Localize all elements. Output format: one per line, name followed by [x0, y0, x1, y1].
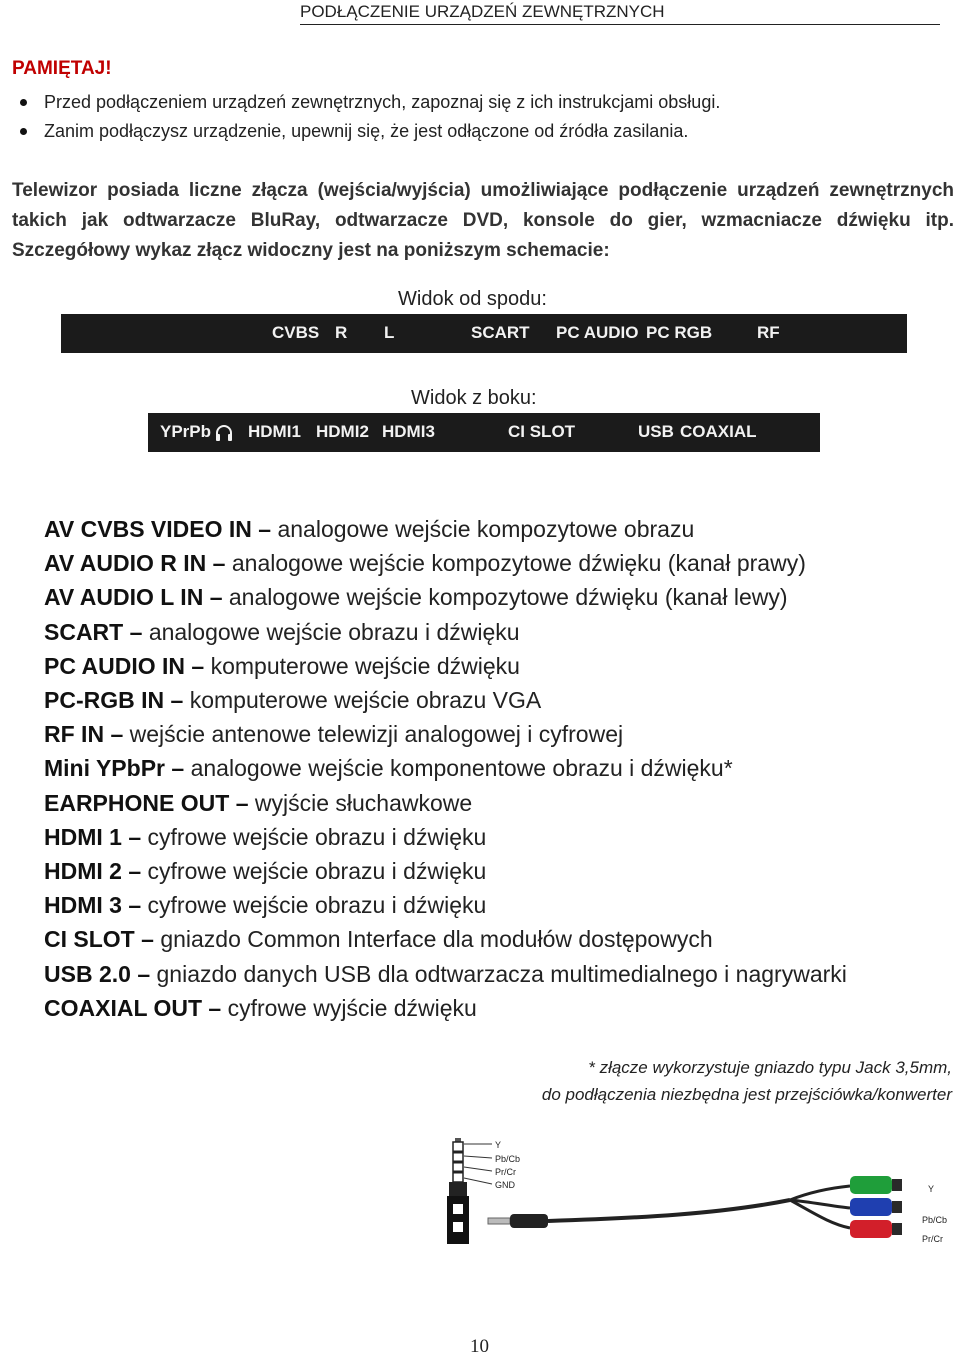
definition-separator	[122, 892, 148, 918]
definition-term: CI SLOT	[44, 926, 135, 953]
intro-paragraph	[12, 176, 954, 266]
plug-label: Y	[928, 1184, 935, 1194]
dash: –	[171, 755, 185, 782]
dash: –	[141, 926, 154, 953]
connector-label: CI SLOT	[508, 422, 576, 441]
green-plug	[850, 1176, 892, 1194]
bottom-view-title: Widok od spodu:	[398, 288, 547, 310]
dash: –	[128, 823, 142, 850]
definition-item	[44, 854, 847, 888]
definition-item	[44, 957, 847, 991]
dash: –	[191, 652, 205, 679]
connector-label: R	[335, 323, 348, 342]
footnote-line: do podłączenia niezbędna jest przejściówka/konwerter	[541, 1085, 952, 1104]
definition-item	[44, 615, 847, 649]
connector-label: USB	[638, 422, 674, 441]
definition-item	[44, 751, 847, 785]
definition-term: Mini YPbPr	[44, 755, 165, 782]
remember-list	[0, 88, 720, 146]
connector-label: HDMI1	[248, 422, 301, 441]
connector-label: HDMI3	[382, 422, 435, 441]
definition-item	[44, 922, 847, 956]
connector-label: L	[384, 323, 395, 342]
definition-description: cyfrowe wejście obrazu i dźwięku	[147, 823, 487, 850]
definition-description: komputerowe wejście obrazu VGA	[189, 687, 542, 714]
definition-term: RF IN	[44, 721, 105, 748]
plug-label: Pb/Cb	[922, 1215, 948, 1225]
definition-term: PC AUDIO IN	[44, 652, 185, 679]
definition-description: komputerowe wejście dźwięku	[210, 652, 520, 679]
definition-description: analogowe wejście kompozytowe obrazu	[277, 516, 695, 542]
dash: –	[235, 789, 249, 816]
jack-diagram	[447, 1138, 520, 1244]
definition-term: COAXIAL OUT	[44, 994, 203, 1021]
definition-item	[44, 683, 847, 717]
intro-bold: Telewizor posiada liczne złącza (wejścia/wyjścia) umożliwiające podłączenie urządzeń zewnętrznych takich jak odtwarzacze BluRay, odtwarzacze DVD, konsole do gier, wzmacniacze dźwięku itp.	[12, 180, 954, 231]
connector-label: HDMI2	[316, 422, 369, 441]
definition-term: AV CVBS VIDEO IN	[44, 516, 252, 542]
definition-term: PC-RGB IN	[44, 687, 165, 714]
jack-label: Pr/Cr	[495, 1167, 516, 1177]
connector-label: CVBS	[272, 323, 320, 342]
definition-item	[44, 888, 847, 922]
side-connector-bar	[148, 413, 820, 452]
dash: –	[137, 960, 151, 987]
list-item: Zanim podłączysz urządzenie, upewnij się, że jest odłączone od źródła zasilania.	[0, 117, 720, 146]
definition-item	[44, 820, 847, 854]
definition-term: EARPHONE OUT	[44, 789, 230, 816]
red-plug	[850, 1220, 892, 1238]
definition-separator	[164, 687, 190, 713]
dash: –	[128, 892, 142, 919]
dash: –	[209, 584, 223, 611]
definition-separator	[203, 584, 229, 610]
definition-item	[44, 717, 847, 751]
connector-label: PC RGB	[646, 323, 713, 342]
definition-separator	[229, 790, 255, 816]
definition-separator	[131, 961, 157, 987]
connector-label: PC AUDIO	[556, 323, 639, 342]
definition-item	[44, 512, 847, 546]
definition-description: analogowe wejście komponentowe obrazu i dźwięku*	[190, 755, 733, 782]
definition-term: HDMI 3	[44, 892, 122, 919]
definition-term: AV AUDIO R IN	[44, 550, 207, 577]
definition-description: gniazdo Common Interface dla modułów dostępowych	[160, 926, 713, 953]
definition-separator	[104, 721, 130, 747]
definition-separator	[206, 550, 232, 576]
definition-item	[44, 991, 847, 1025]
definition-term: AV AUDIO L IN	[44, 584, 204, 611]
definition-term: HDMI 2	[44, 858, 122, 885]
definition-separator	[252, 516, 278, 542]
footnote	[542, 1054, 952, 1108]
definition-term: SCART	[44, 618, 124, 645]
connector-label: SCART	[471, 323, 530, 342]
definition-term: USB 2.0	[44, 960, 131, 987]
definition-separator	[185, 653, 211, 679]
definition-description: cyfrowe wejście obrazu i dźwięku	[147, 858, 487, 885]
definition-description: gniazdo danych USB dla odtwarzacza multimedialnego i nagrywarki	[156, 960, 847, 987]
definition-separator	[165, 755, 191, 781]
definition-item	[44, 649, 847, 683]
definition-item	[44, 546, 847, 580]
connector-label: COAXIAL	[680, 422, 757, 441]
definition-description: analogowe wejście kompozytowe dźwięku (kanał lewy)	[228, 584, 788, 611]
jack-label: Pb/Cb	[495, 1154, 521, 1164]
dash: –	[258, 516, 272, 542]
page-header: PODŁĄCZENIE URZĄDZEŃ ZEWNĘTRZNYCH	[300, 2, 940, 25]
dash: –	[208, 994, 222, 1021]
definition-description: wejście antenowe telewizji analogowej i cyfrowej	[129, 721, 624, 748]
footnote-line: * złącze wykorzystuje gniazdo typu Jack 3,5mm,	[588, 1058, 952, 1077]
bottom-connector-bar	[61, 314, 907, 353]
dash: –	[212, 550, 226, 577]
definition-separator	[135, 926, 161, 952]
definition-item	[44, 580, 847, 614]
side-view-title: Widok z boku:	[411, 387, 537, 409]
definition-separator	[123, 619, 149, 645]
connector-label: YPrPb	[160, 422, 212, 441]
cable-body	[488, 1176, 947, 1244]
ypbpr-adapter-cable-image	[420, 1130, 950, 1250]
list-item: Przed podłączeniem urządzeń zewnętrznych, zapoznaj się z ich instrukcjami obsługi.	[0, 88, 720, 117]
dash: –	[170, 687, 184, 714]
definition-description: analogowe wejście kompozytowe dźwięku (kanał prawy)	[231, 550, 806, 577]
dash: –	[129, 618, 143, 645]
intro-rest: Szczegółowy wykaz złącz widoczny jest na poniższym schemacie:	[12, 240, 610, 261]
definition-separator	[122, 858, 148, 884]
definition-description: analogowe wejście obrazu i dźwięku	[148, 618, 520, 645]
page-number: 10	[470, 1336, 489, 1357]
definition-separator	[122, 824, 148, 850]
definition-description: cyfrowe wejście obrazu i dźwięku	[147, 892, 487, 919]
dash: –	[128, 858, 142, 885]
dash: –	[110, 721, 124, 748]
headphones-icon	[214, 423, 234, 443]
definition-description: cyfrowe wyjście dźwięku	[227, 994, 477, 1021]
jack-label: GND	[495, 1180, 515, 1190]
connector-label: RF	[757, 323, 780, 342]
definition-description: wyjście słuchawkowe	[254, 789, 473, 816]
plug-label: Pr/Cr	[922, 1234, 943, 1244]
definition-item	[44, 786, 847, 820]
jack-label: Y	[495, 1140, 502, 1150]
blue-plug	[850, 1198, 892, 1216]
connector-definitions	[44, 512, 847, 1025]
definition-term: HDMI 1	[44, 823, 122, 850]
remember-heading: PAMIĘTAJ!	[12, 58, 112, 79]
definition-separator	[202, 995, 228, 1021]
